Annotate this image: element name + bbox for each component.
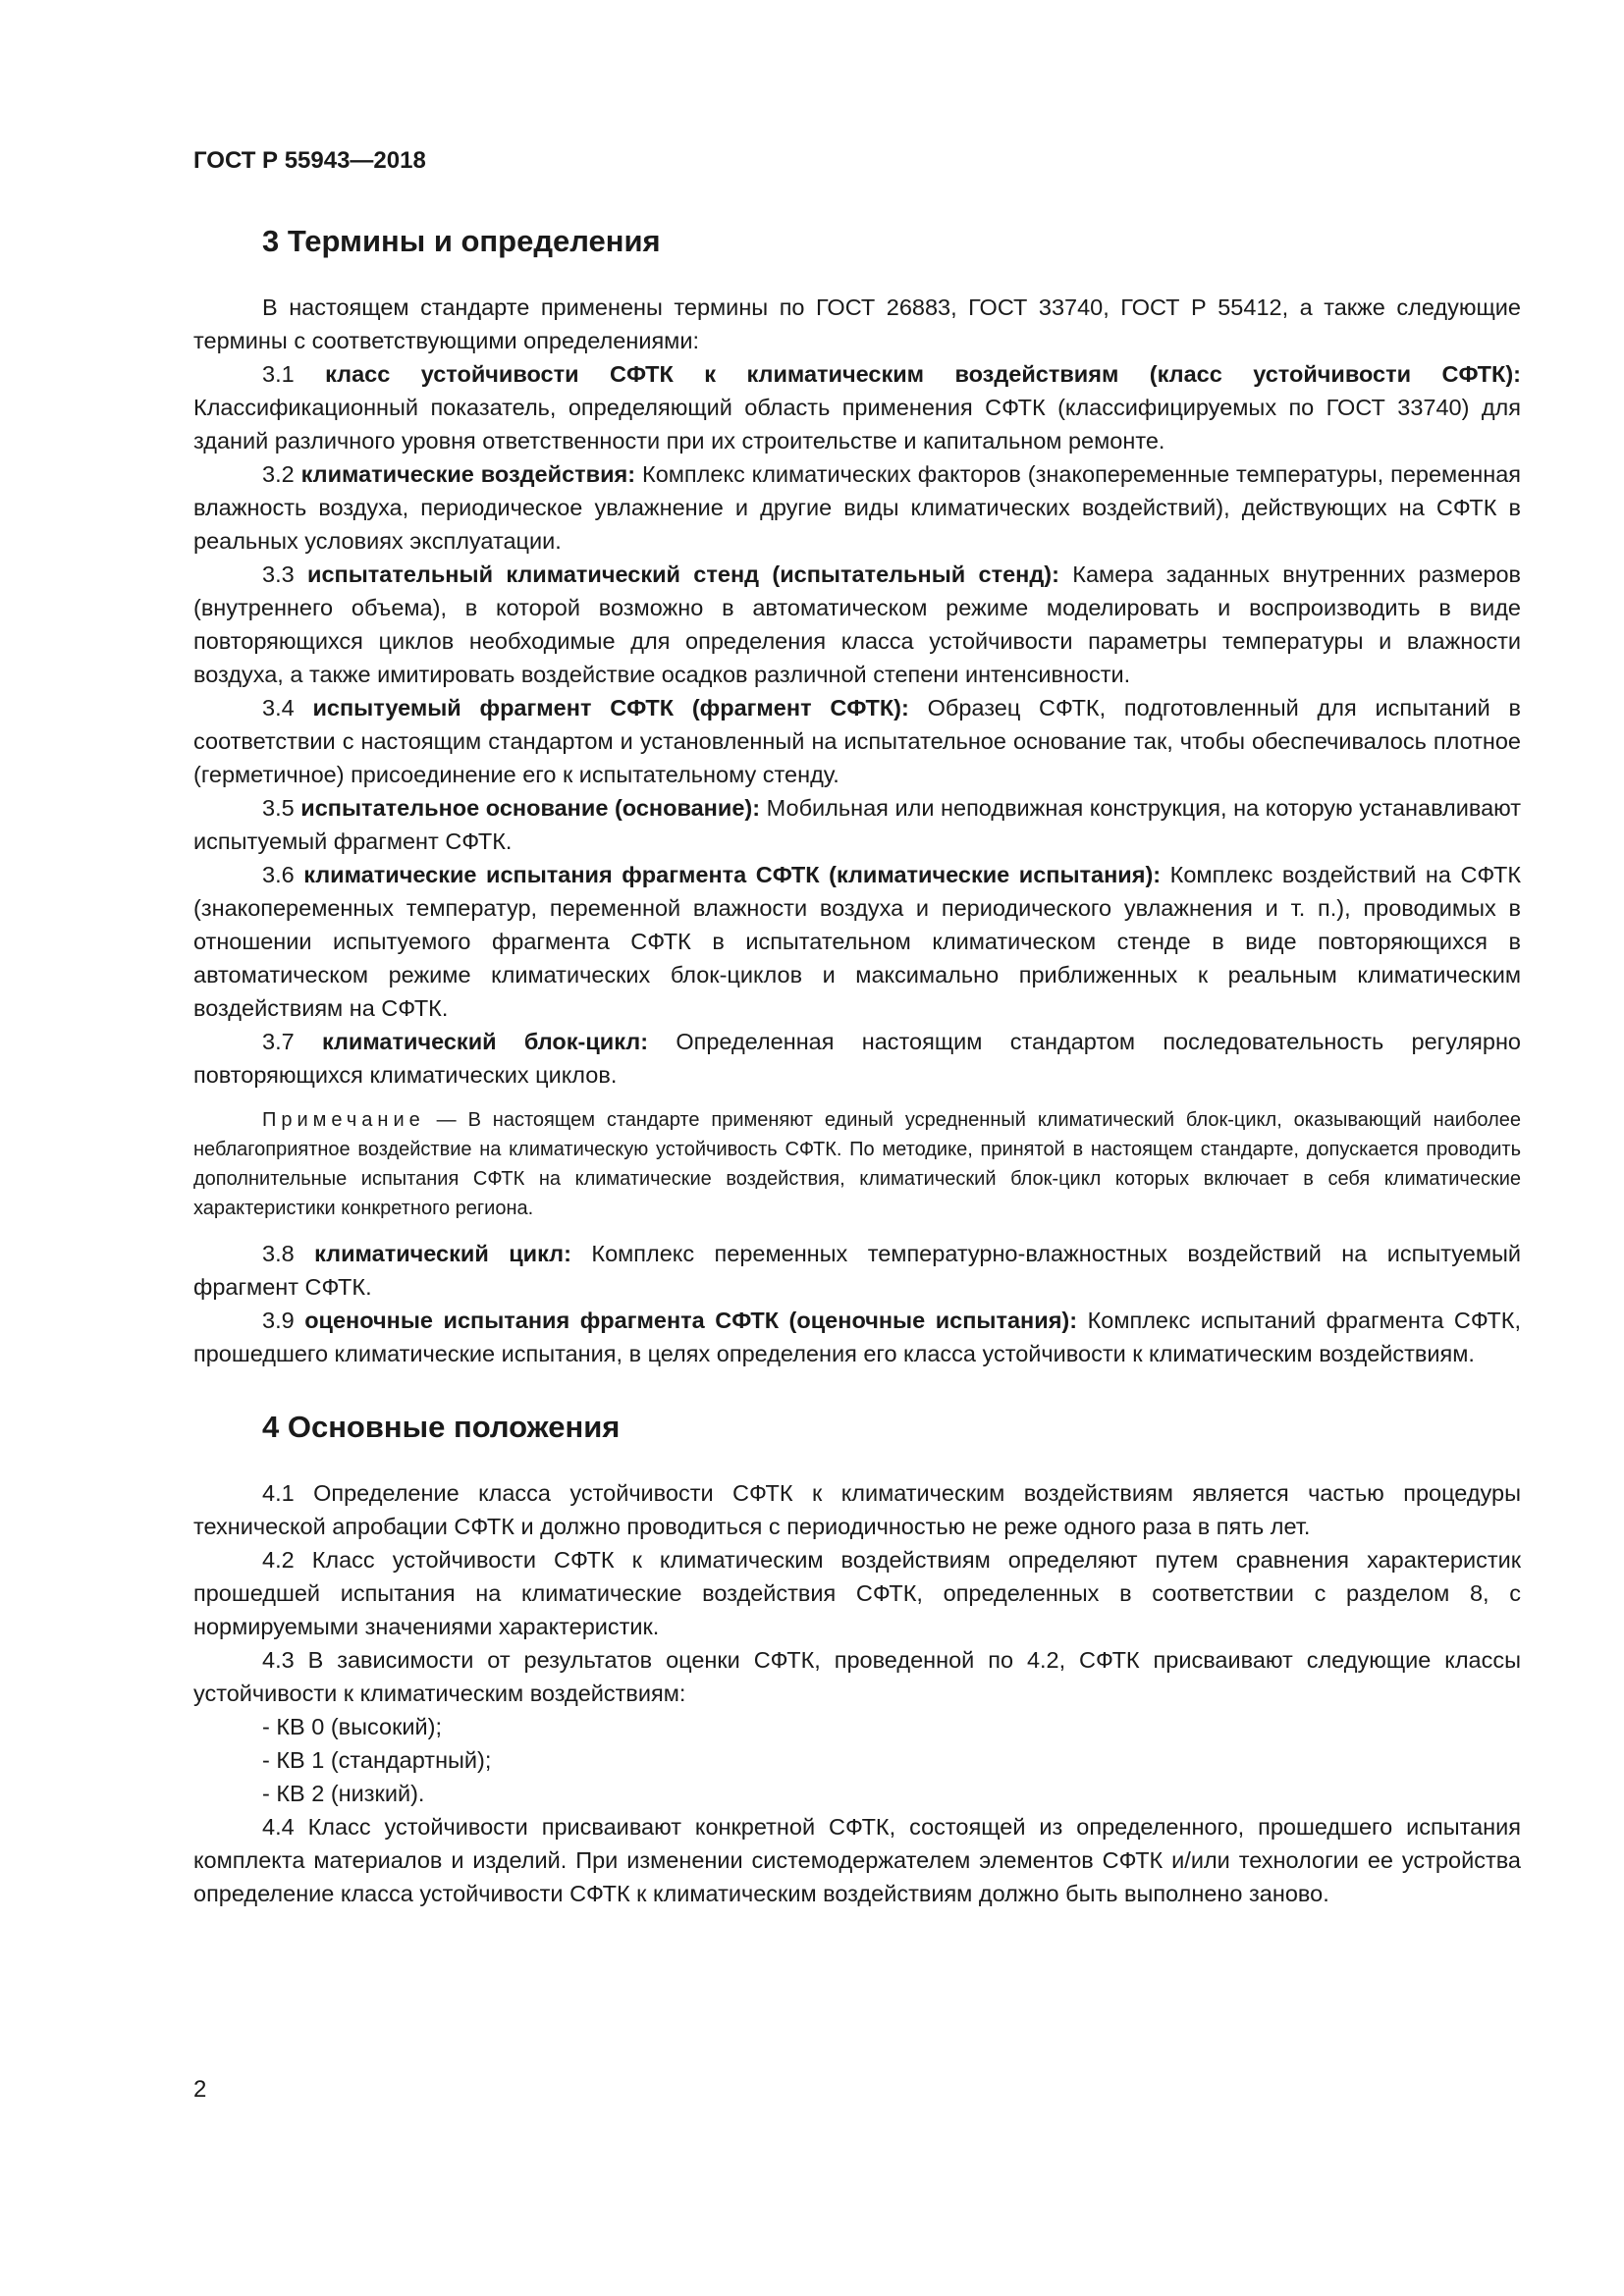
term-name: испытательный климатический стенд (испытательный стенд):	[307, 561, 1059, 587]
clause-4-2: 4.2 Класс устойчивости СФТК к климатическим воздействиям определяют путем сравнения характеристик прошедшей испытания на климатические воздействия СФТК, определенных в соответствии с разделом 8, с нормируемыми значениями характеристик.	[193, 1547, 1521, 1639]
term-name: климатические испытания фрагмента СФТК (климатические испытания):	[303, 862, 1162, 887]
term-definition: Мобильная или неподвижная конструкция, на которую устанавливают испытуемый фрагмент СФТК.	[193, 795, 1522, 854]
term-definition: Классификационный показатель, определяющий область применения СФТК (классифицируемых по ГОСТ 33740) для зданий различного уровня ответственности при их строительстве и капитальном ремонте.	[193, 395, 1521, 454]
class-list-item: - КВ 0 (высокий);	[262, 1714, 443, 1739]
section-3-heading: 3 Термины и определения	[262, 224, 661, 258]
term-number: 3.4	[262, 695, 295, 721]
term-number: 3.6	[262, 862, 295, 887]
note-text: — В настоящем стандарте применяют единый усредненный климатический блок-цикл, оказывающий наиболее неблагоприятное воздействие на климатическую устойчивость СФТК. По методике, принятой в настоящем стандарте, допускается проводить дополнительные испытания СФТК на климатические воздействия, климатический блок-цикл которых включает в себя климатические характеристики конкретного региона.	[193, 1109, 1522, 1219]
section-4-heading: 4 Основные положения	[262, 1410, 621, 1444]
section-3-intro: В настоящем стандарте применены термины по ГОСТ 26883, ГОСТ 33740, ГОСТ Р 55412, а также следующие термины с соответствующими определениями:	[193, 294, 1521, 353]
term-name: климатический цикл:	[314, 1241, 571, 1266]
term-number: 3.5	[262, 795, 295, 821]
term-3-4	[193, 691, 1521, 791]
term-3-3	[193, 558, 1521, 691]
note	[193, 1105, 1521, 1223]
term-number: 3.8	[262, 1241, 295, 1266]
term-definition: Комплекс переменных температурно-влажностных воздействий на испытуемый фрагмент СФТК.	[193, 1241, 1522, 1300]
term-3-5	[193, 791, 1521, 858]
term-name: климатические воздействия:	[300, 461, 636, 487]
clause-4-1: 4.1 Определение класса устойчивости СФТК к климатическим воздействиям является частью процедуры технической апробации СФТК и должно проводиться с периодичностью не реже одного раза в пять лет.	[193, 1480, 1521, 1539]
term-3-8	[193, 1237, 1521, 1304]
term-number: 3.7	[262, 1029, 295, 1054]
term-definition: Образец СФТК, подготовленный для испытаний в соответствии с настоящим стандартом и установленный на испытательное основание так, чтобы обеспечивалось плотное (герметичное) присоединение его к испытательному стенду.	[193, 695, 1522, 787]
term-number: 3.3	[262, 561, 295, 587]
term-definition: Камера заданных внутренних размеров (внутреннего объема), в которой возможно в автоматическом режиме моделировать и воспроизводить в виде повторяющихся циклов необходимые для определения класса устойчивости параметры температуры и влажности воздуха, а также имитировать воздействие осадков различной степени интенсивности.	[193, 561, 1522, 687]
term-3-7	[193, 1025, 1521, 1092]
term-3-6	[193, 858, 1521, 1025]
term-definition: Комплекс испытаний фрагмента СФТК, прошедшего климатические испытания, в целях определения его класса устойчивости к климатическим воздействиям.	[193, 1308, 1522, 1366]
term-definition: Комплекс воздействий на СФТК (знакопеременных температур, переменной влажности воздуха и периодического увлажнения и т. п.), проводимых в отношении испытуемого фрагмента СФТК в испытательном климатическом стенде в виде повторяющихся в автоматическом режиме климатических блок-циклов и максимально приближенных к реальным климатическим воздействиям на СФТК.	[193, 862, 1522, 1021]
document-page	[193, 147, 1521, 1910]
class-list-item: - КВ 1 (стандартный);	[262, 1747, 492, 1773]
term-name: испытательное основание (основание):	[300, 795, 761, 821]
page-number: 2	[193, 2076, 207, 2103]
term-number: 3.2	[262, 461, 295, 487]
clause-4-4: 4.4 Класс устойчивости присваивают конкретной СФТК, состоящей из определенного, прошедшего испытания комплекта материалов и изделий. При изменении системодержателем элементов СФТК и/или технологии ее устройства определение класса устойчивости СФТК к климатическим воздействиям должно быть выполнено заново.	[193, 1814, 1521, 1906]
term-3-1	[193, 357, 1521, 457]
term-name: испытуемый фрагмент СФТК (фрагмент СФТК):	[312, 695, 909, 721]
term-number: 3.9	[262, 1308, 295, 1333]
clause-4-3: 4.3 В зависимости от результатов оценки СФТК, проведенной по 4.2, СФТК присваивают следующие классы устойчивости к климатическим воздействиям:	[193, 1647, 1521, 1706]
term-definition: Определенная настоящим стандартом последовательность регулярно повторяющихся климатических циклов.	[193, 1029, 1521, 1088]
term-name: климатический блок-цикл:	[321, 1029, 649, 1054]
term-definition: Комплекс климатических факторов (знакопеременные температуры, переменная влажность воздуха, периодическое увлажнение и другие виды климатических воздействий), действующих на СФТК в реальных условиях эксплуатации.	[193, 461, 1522, 554]
term-3-2	[193, 457, 1521, 558]
document-code: ГОСТ Р 55943—2018	[193, 147, 426, 174]
term-name: класс устойчивости СФТК к климатическим воздействиям (класс устойчивости СФТК):	[325, 361, 1521, 387]
note-label: Примечание	[262, 1109, 425, 1131]
term-3-9	[193, 1304, 1521, 1370]
term-number: 3.1	[262, 361, 295, 387]
term-name: оценочные испытания фрагмента СФТК (оценочные испытания):	[304, 1308, 1078, 1333]
class-list-item: - КВ 2 (низкий).	[262, 1781, 425, 1806]
